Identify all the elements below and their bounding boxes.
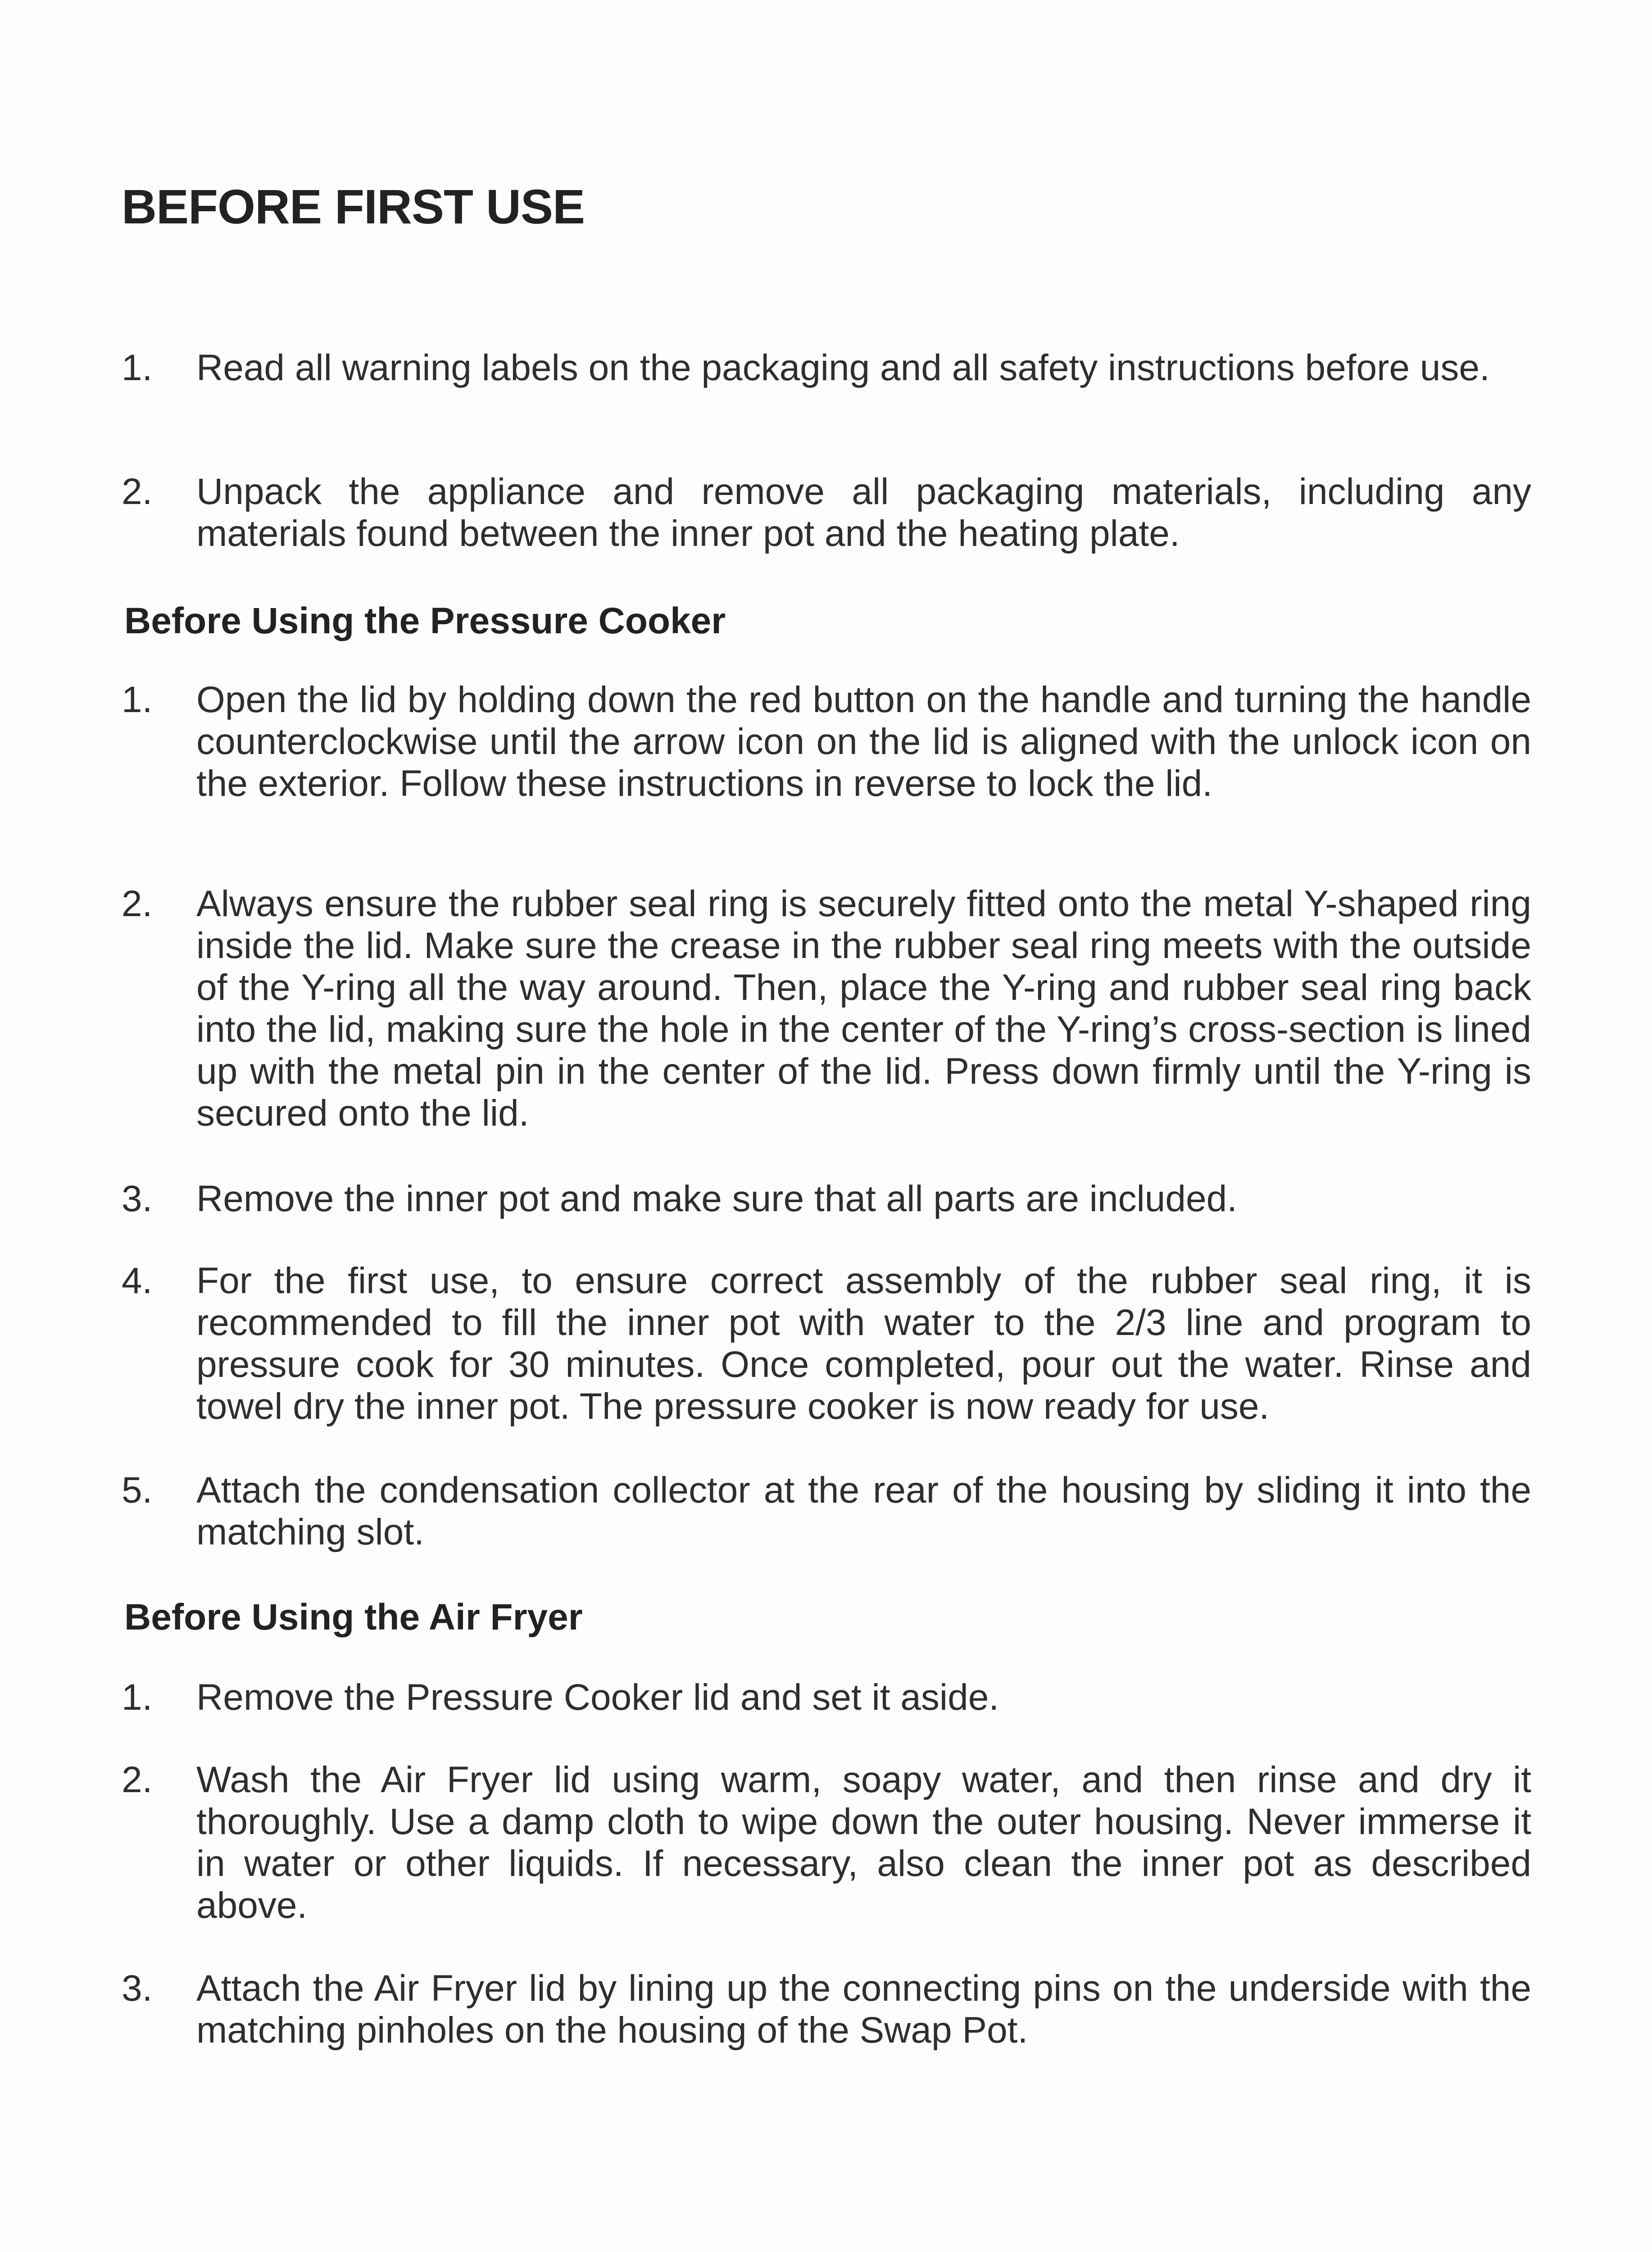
step-text: Remove the inner pot and make sure that all parts are included.	[196, 1178, 1237, 1219]
step-text: For the first use, to ensure correct assembly of the rubber seal ring, it is recommended to fill the inner pot with water to the 2/3 line and program to pressure cook for 30 minutes. Once completed, pour out the water. Rinse and towel dry the inner pot. The pressure cooker is now ready for use.	[196, 1260, 1531, 1427]
section-heading-air-fryer: Before Using the Air Fryer	[124, 1597, 583, 1638]
step-number: 3.	[122, 1968, 153, 2009]
step-number: 3.	[122, 1178, 153, 1219]
pressure-cooker-step-5	[122, 1469, 1531, 1553]
air-fryer-step-1	[122, 1676, 1531, 1718]
step-number: 2.	[122, 471, 153, 512]
air-fryer-step-3	[122, 1967, 1531, 2051]
step-text: Wash the Air Fryer lid using warm, soapy water, and then rinse and dry it thoroughly. Use a damp cloth to wipe down the outer housing. Never immerse it in water or other liquids. If necessary, also clean the inner pot as described above.	[196, 1759, 1531, 1926]
step-number: 2.	[122, 1759, 153, 1800]
step-text: Open the lid by holding down the red button on the handle and turning the handle counterclockwise until the arrow icon on the lid is aligned with the unlock icon on the exterior. Follow these instructions in reverse to lock the lid.	[196, 679, 1531, 804]
step-number: 4.	[122, 1260, 153, 1301]
step-text: Attach the Air Fryer lid by lining up the connecting pins on the underside with the matching pinholes on the housing of the Swap Pot.	[196, 1968, 1531, 2051]
pressure-cooker-step-2	[122, 883, 1531, 1134]
step-text: Always ensure the rubber seal ring is securely fitted onto the metal Y-shaped ring inside the lid. Make sure the crease in the rubber seal ring meets with the outside of the Y-ring all the way around. Then, place the Y-ring and rubber seal ring back into the lid, making sure the hole in the center of the Y-ring’s cross-section is lined up with the metal pin in the center of the lid. Press down firmly until the Y-ring is secured onto the lid.	[196, 883, 1531, 1134]
step-number: 1.	[122, 679, 153, 720]
step-text: Unpack the appliance and remove all packaging materials, including any materials found between the inner pot and the heating plate.	[196, 471, 1531, 554]
step-text: Attach the condensation collector at the rear of the housing by sliding it into the matching slot.	[196, 1470, 1531, 1553]
pressure-cooker-step-1	[122, 679, 1531, 804]
section-heading-pressure-cooker: Before Using the Pressure Cooker	[124, 600, 726, 641]
intro-step-2	[122, 471, 1531, 554]
air-fryer-step-2	[122, 1759, 1531, 1926]
step-number: 5.	[122, 1470, 153, 1511]
step-number: 1.	[122, 1677, 153, 1718]
step-number: 1.	[122, 347, 153, 388]
step-number: 2.	[122, 883, 153, 924]
intro-step-1	[122, 347, 1531, 389]
pressure-cooker-step-4	[122, 1260, 1531, 1427]
step-text: Remove the Pressure Cooker lid and set it aside.	[196, 1677, 999, 1718]
step-text: Read all warning labels on the packaging and all safety instructions before use.	[196, 347, 1490, 388]
pressure-cooker-step-3	[122, 1178, 1531, 1220]
page-title: BEFORE FIRST USE	[122, 179, 585, 234]
